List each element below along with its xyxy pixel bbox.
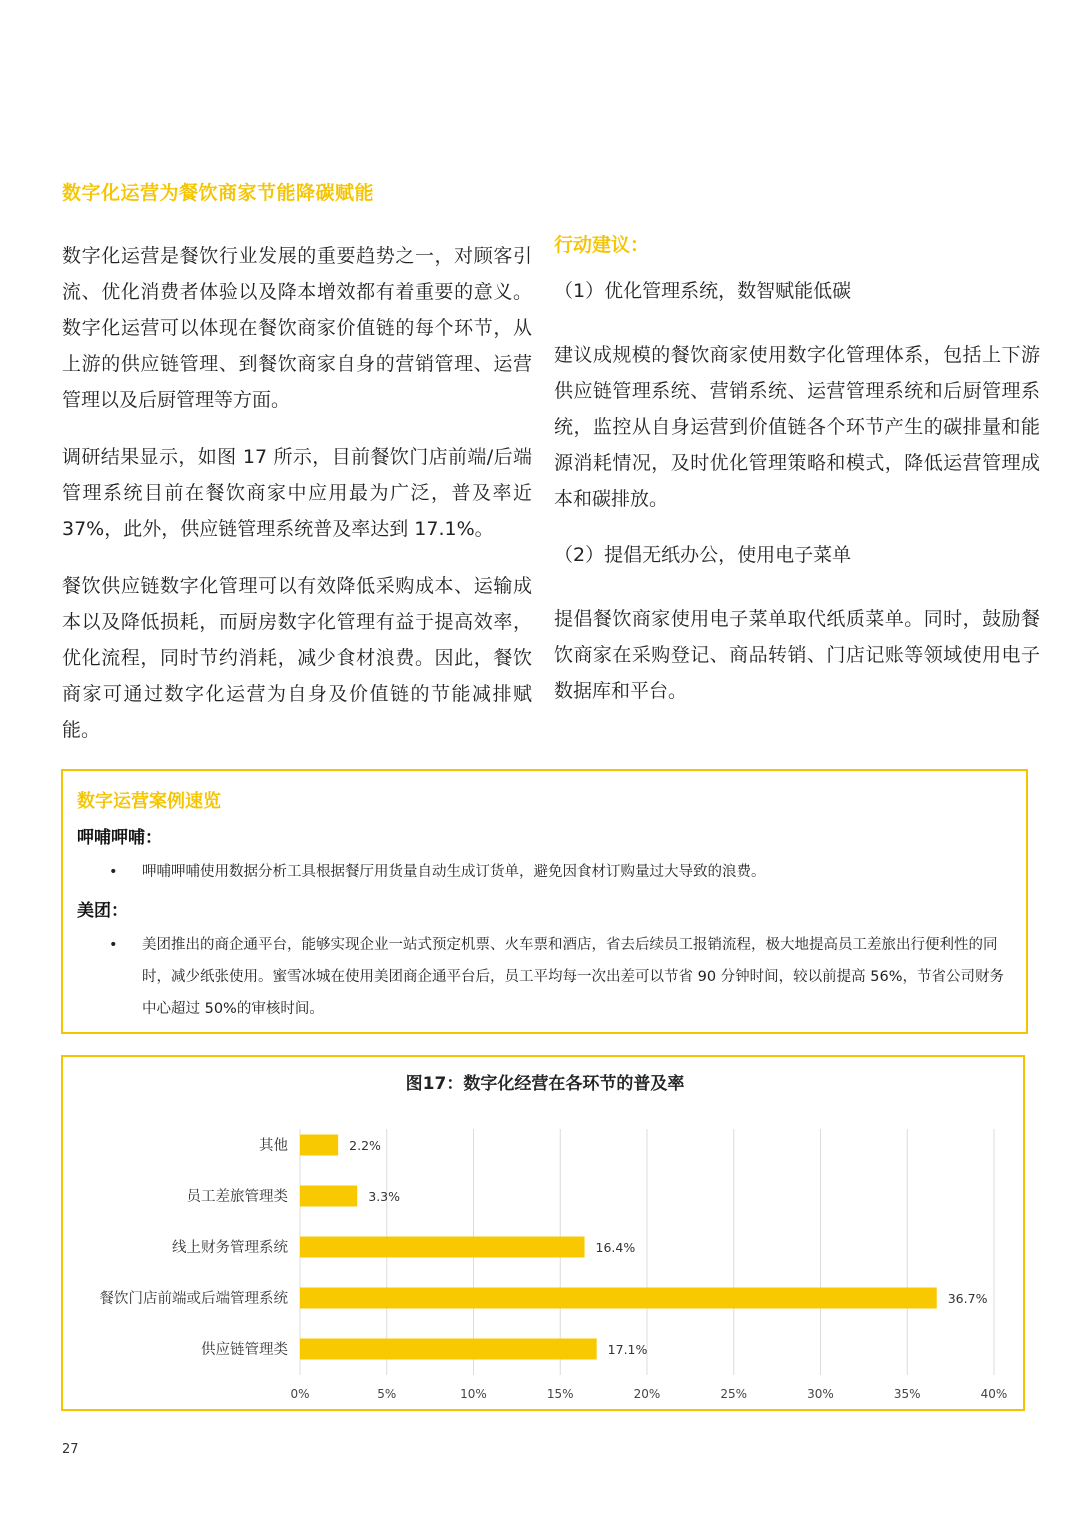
- page-number: 27: [62, 1442, 79, 1457]
- category-label: 餐饮门店前端或后端管理系统: [99, 1291, 288, 1307]
- bullet-icon: •: [109, 864, 118, 880]
- action-item-2-text: 提倡餐饮商家使用电子菜单取代纸质菜单。同时，鼓励餐饮商家在采购登记、商品转销、门店记账等领域使用电子数据库和平台。: [554, 608, 1040, 702]
- chart-title: 图17：数字化经营在各环节的普及率: [405, 1074, 685, 1094]
- left-paragraph-3: 餐饮供应链数字化管理可以有效降低采购成本、运输成本以及降低损耗，而厨房数字化管理有益于提高效率，优化流程，同时节约消耗，减少食材浪费。因此，餐饮商家可通过数字化运营为自身及价值链的节能减排赋能。: [62, 575, 532, 741]
- x-tick-label: 20%: [633, 1387, 661, 1401]
- action-item-1-heading: （1）优化管理系统，数智赋能低碳: [554, 280, 852, 302]
- case-bullet-item: [77, 856, 1012, 888]
- category-label: 员工差旅管理类: [186, 1189, 288, 1205]
- category-label: 供应链管理类: [201, 1342, 288, 1358]
- x-tick-label: 30%: [807, 1387, 834, 1401]
- bar: [300, 1339, 597, 1360]
- x-tick-label: 25%: [720, 1387, 748, 1401]
- bar: [300, 1288, 937, 1309]
- x-tick-label: 10%: [460, 1387, 487, 1401]
- left-paragraph-2: 调研结果显示，如图 17 所示，目前餐饮门店前端/后端管理系统目前在餐饮商家中应用最为广泛，普及率近 37%，此外，供应链管理系统普及率达到 17.1%。: [62, 446, 532, 540]
- bar-chart: [63, 1057, 1027, 1413]
- category-label: 其他: [259, 1138, 288, 1154]
- data-label: 3.3%: [368, 1189, 401, 1204]
- category-label: 线上财务管理系统: [172, 1240, 288, 1256]
- action-item-1-text: 建议成规模的餐饮商家使用数字化管理体系，包括上下游供应链管理系统、营销系统、运营管理系统和后厨管理系统，监控从自身运营到价值链各个环节产生的碳排量和能源消耗情况，及时优化管理策略和模式，降低运营管理成本和碳排放。: [554, 344, 1040, 510]
- case-item-text: 呷哺呷哺使用数据分析工具根据餐厅用货量自动生成订货单，避免因食材订购量过大导致的浪费。: [142, 864, 766, 880]
- x-tick-label: 5%: [377, 1387, 397, 1401]
- left-paragraph-1: 数字化运营是餐饮行业发展的重要趋势之一，对顾客引流、优化消费者体验以及降本增效都有着重要的意义。数字化运营可以体现在餐饮商家价值链的每个环节，从上游的供应链管理、到餐饮商家自身的营销管理、运营管理以及后厨管理等方面。: [62, 245, 532, 411]
- data-label: 2.2%: [349, 1138, 381, 1153]
- action-title: 行动建议：: [554, 234, 650, 256]
- bar: [300, 1135, 338, 1156]
- x-tick-label: 35%: [893, 1387, 921, 1401]
- case-box: [61, 769, 1028, 1034]
- case-company-name: 呷哺呷哺：: [77, 828, 162, 848]
- right-column: [554, 230, 1040, 729]
- data-label: 16.4%: [595, 1240, 636, 1255]
- bullet-icon: •: [109, 937, 118, 953]
- case-item-text: 美团推出的商企通平台，能够实现企业一站式预定机票、火车票和酒店，省去后续员工报销流程，极大地提高员工差旅出行便利性的同时，减少纸张使用。蜜雪冰城在使用美团商企通平台后，员工平均每一次出差可以节省 90 分钟时间，较以前提高 56%，节省公司财务中心超过 50%的审核时间。: [142, 937, 1005, 1017]
- action-item-2-heading: （2）提倡无纸办公，使用电子菜单: [554, 544, 852, 566]
- x-tick-label: 15%: [546, 1387, 574, 1401]
- x-tick-label: 0%: [290, 1387, 310, 1401]
- data-label: 36.7%: [947, 1291, 988, 1306]
- case-company-name: 美团：: [77, 901, 128, 921]
- case-bullet-item: [77, 929, 1012, 1025]
- left-column: [62, 238, 532, 769]
- x-tick-label: 40%: [980, 1387, 1008, 1401]
- data-label: 17.1%: [607, 1342, 648, 1357]
- chart-container: [61, 1055, 1025, 1411]
- section-title: 数字化运营为餐饮商家节能降碳赋能: [62, 182, 375, 204]
- bar: [300, 1237, 585, 1258]
- bar: [300, 1186, 357, 1207]
- case-box-title: 数字运营案例速览: [77, 791, 221, 812]
